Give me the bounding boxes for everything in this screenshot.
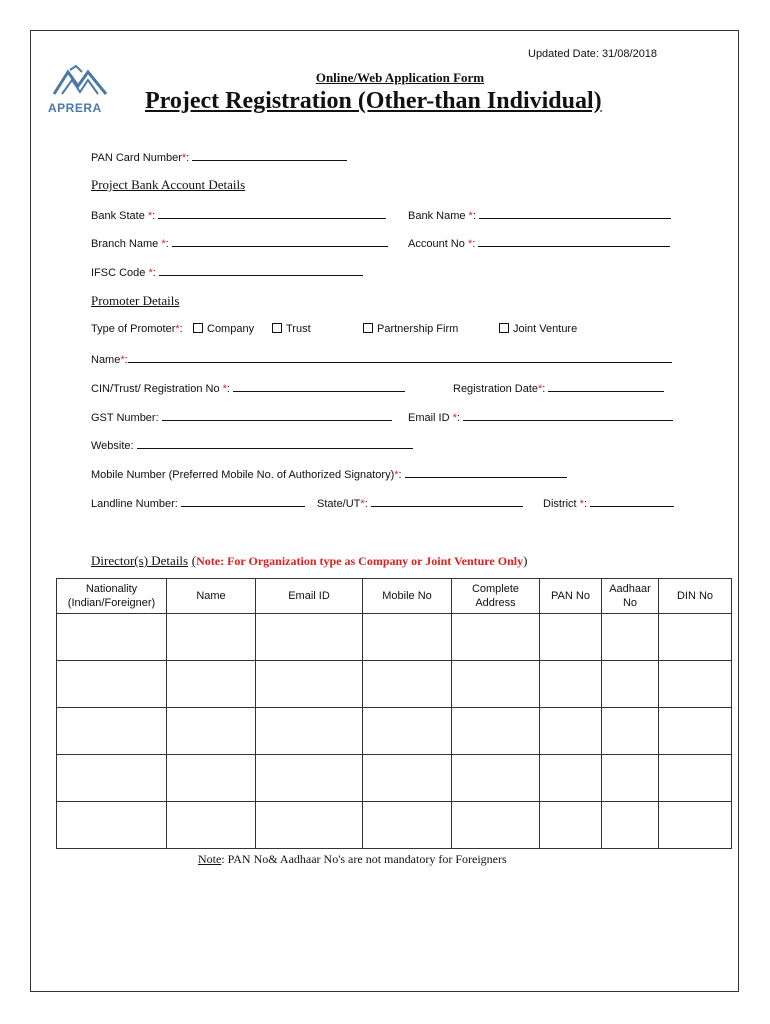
table-row <box>57 614 732 661</box>
table-cell[interactable] <box>57 802 167 849</box>
gst-row <box>91 410 392 424</box>
paren: ) <box>523 553 528 568</box>
reg-date-label: Registration Date <box>453 383 538 395</box>
required-star: * <box>161 238 166 250</box>
table-cell[interactable] <box>57 708 167 755</box>
table-cell[interactable] <box>540 802 602 849</box>
option-label: Company <box>207 323 255 335</box>
option-label: Joint Venture <box>513 323 578 335</box>
table-cell[interactable] <box>602 802 659 849</box>
table-cell[interactable] <box>167 755 256 802</box>
table-cell[interactable] <box>363 802 452 849</box>
required-star: * <box>181 152 187 164</box>
table-cell[interactable] <box>540 661 602 708</box>
required-star: * <box>222 383 227 395</box>
mobile-field[interactable] <box>405 467 567 478</box>
required-star: * <box>147 210 153 222</box>
table-cell[interactable] <box>167 661 256 708</box>
table-cell[interactable] <box>57 614 167 661</box>
district-row: District *: <box>543 496 674 510</box>
ifsc-field[interactable] <box>159 265 363 276</box>
landline-row <box>91 496 305 510</box>
table-cell[interactable] <box>256 661 363 708</box>
state-field[interactable] <box>371 496 523 507</box>
table-cell[interactable] <box>363 614 452 661</box>
table-cell[interactable] <box>452 661 540 708</box>
directors-heading: Director(s) Details <box>91 553 189 568</box>
required-star: * <box>360 498 365 510</box>
promoter-section-heading: Promoter Details <box>91 293 180 308</box>
table-cell[interactable] <box>256 708 363 755</box>
bank-section-heading: Project Bank Account Details <box>91 177 246 192</box>
bank-state-field[interactable] <box>158 208 386 219</box>
checkbox-icon <box>193 323 203 333</box>
table-cell[interactable] <box>659 708 732 755</box>
landline-field[interactable] <box>181 496 305 507</box>
colon: : <box>186 152 190 164</box>
cin-row: CIN/Trust/ Registration No *: <box>91 381 405 395</box>
table-cell[interactable] <box>540 708 602 755</box>
cin-label: CIN/Trust/ Registration No <box>91 383 220 395</box>
table-cell[interactable] <box>167 614 256 661</box>
state-label: State/UT <box>317 498 361 510</box>
branch-name-row: Branch Name *: <box>91 236 388 250</box>
required-star: * <box>468 210 473 222</box>
form-subtitle: Online/Web Application Form <box>315 70 485 85</box>
table-cell[interactable] <box>452 708 540 755</box>
state-row: State/UT*: <box>317 496 523 510</box>
district-label: District <box>543 498 577 510</box>
column-header: Aadhaar No <box>602 579 659 614</box>
option-partnership-firm[interactable] <box>363 323 458 335</box>
table-row <box>57 661 732 708</box>
option-label: Trust <box>286 323 311 335</box>
logo-text: APRERA <box>48 101 102 115</box>
table-cell[interactable] <box>363 708 452 755</box>
required-star: * <box>467 238 473 250</box>
bank-state-row: Bank State *: <box>91 208 386 222</box>
footer-note-label: Note <box>198 852 222 866</box>
directors-heading-row <box>91 553 527 569</box>
gst-field[interactable] <box>162 410 392 421</box>
required-star: * <box>120 354 125 366</box>
bank-name-label: Bank Name <box>408 210 466 222</box>
bank-state-label: Bank State <box>91 210 145 222</box>
table-cell[interactable] <box>256 614 363 661</box>
bank-name-row: Bank Name *: <box>408 208 671 222</box>
table-cell[interactable] <box>256 802 363 849</box>
table-cell[interactable] <box>256 755 363 802</box>
table-cell[interactable] <box>363 661 452 708</box>
table-cell[interactable] <box>167 708 256 755</box>
email-field[interactable] <box>463 410 673 421</box>
website-row <box>91 438 413 452</box>
pan-card-row <box>91 150 347 164</box>
district-field[interactable] <box>590 496 674 507</box>
footer-note-text: : PAN No& Aadhaar No's are not mandatory for Foreigners <box>221 852 507 866</box>
promoter-name-field[interactable] <box>128 352 672 363</box>
paren: ( <box>191 553 197 568</box>
ifsc-label: IFSC Code <box>91 267 146 279</box>
column-header: Mobile No <box>363 579 452 614</box>
column-header: Nationality (Indian/Foreigner) <box>57 579 167 614</box>
branch-name-label: Branch Name <box>91 238 159 250</box>
promoter-name-row: Name*: <box>91 352 672 366</box>
table-cell[interactable] <box>659 755 732 802</box>
landline-label: Landline Number: <box>91 498 178 510</box>
table-cell[interactable] <box>57 661 167 708</box>
table-cell[interactable] <box>602 661 659 708</box>
table-header-row <box>57 579 732 614</box>
cin-field[interactable] <box>233 381 405 392</box>
directors-note: Note: For Organization type as Company or Joint Venture Only <box>196 554 524 568</box>
account-no-label: Account No <box>408 238 465 250</box>
table-cell[interactable] <box>602 708 659 755</box>
option-label: Partnership Firm <box>377 323 459 335</box>
table-cell[interactable] <box>602 755 659 802</box>
email-label: Email ID <box>408 412 450 424</box>
checkbox-icon <box>363 323 373 333</box>
table-cell[interactable] <box>540 614 602 661</box>
page-title: Project Registration (Other-than Individual) <box>145 88 602 114</box>
column-header: PAN No <box>540 579 602 614</box>
table-cell[interactable] <box>659 802 732 849</box>
table-cell[interactable] <box>659 614 732 661</box>
option-company[interactable] <box>193 323 254 335</box>
table-cell[interactable] <box>452 755 540 802</box>
footer-note <box>198 852 507 867</box>
bank-name-field[interactable] <box>479 208 671 219</box>
account-no-row: Account No *: <box>408 236 670 250</box>
checkbox-icon <box>272 323 282 333</box>
promoter-type-label: Type of Promoter <box>91 323 176 335</box>
column-header: Name <box>167 579 256 614</box>
required-star: * <box>579 498 584 510</box>
account-no-field[interactable] <box>478 236 670 247</box>
table-cell[interactable] <box>363 755 452 802</box>
checkbox-icon <box>499 323 509 333</box>
website-field[interactable] <box>137 438 413 449</box>
required-star: * <box>394 469 399 481</box>
column-header: Email ID <box>256 579 363 614</box>
table-cell[interactable] <box>540 755 602 802</box>
required-star: * <box>452 412 457 424</box>
reg-date-field[interactable] <box>548 381 664 392</box>
directors-table <box>56 578 732 849</box>
table-cell[interactable] <box>452 614 540 661</box>
table-cell[interactable] <box>57 755 167 802</box>
pan-card-label: PAN Card Number <box>91 152 182 164</box>
table-cell[interactable] <box>167 802 256 849</box>
required-star: * <box>538 383 543 395</box>
table-row <box>57 708 732 755</box>
website-label: Website: <box>91 440 134 452</box>
email-row: Email ID *: <box>408 410 673 424</box>
column-header: Complete Address <box>452 579 540 614</box>
required-star: * <box>175 323 180 335</box>
mobile-row: Mobile Number (Preferred Mobile No. of Authorized Signatory)*: <box>91 467 567 481</box>
option-trust[interactable] <box>272 323 311 335</box>
table-cell[interactable] <box>602 614 659 661</box>
table-cell[interactable] <box>659 661 732 708</box>
reg-date-row: Registration Date*: <box>453 381 664 395</box>
promoter-type-label-row: Type of Promoter*: <box>91 323 183 335</box>
ifsc-row: IFSC Code *: <box>91 265 363 279</box>
branch-name-field[interactable] <box>172 236 388 247</box>
pan-card-field[interactable] <box>192 150 347 161</box>
promoter-name-label: Name <box>91 354 121 366</box>
option-joint-venture[interactable] <box>499 323 577 335</box>
mobile-label: Mobile Number (Preferred Mobile No. of Authorized Signatory) <box>91 469 395 481</box>
updated-date: Updated Date: 31/08/2018 <box>528 48 658 60</box>
gst-label: GST Number: <box>91 412 159 424</box>
table-cell[interactable] <box>452 802 540 849</box>
required-star: * <box>148 267 153 279</box>
column-header: DIN No <box>659 579 732 614</box>
table-row <box>57 755 732 802</box>
table-row <box>57 802 732 849</box>
